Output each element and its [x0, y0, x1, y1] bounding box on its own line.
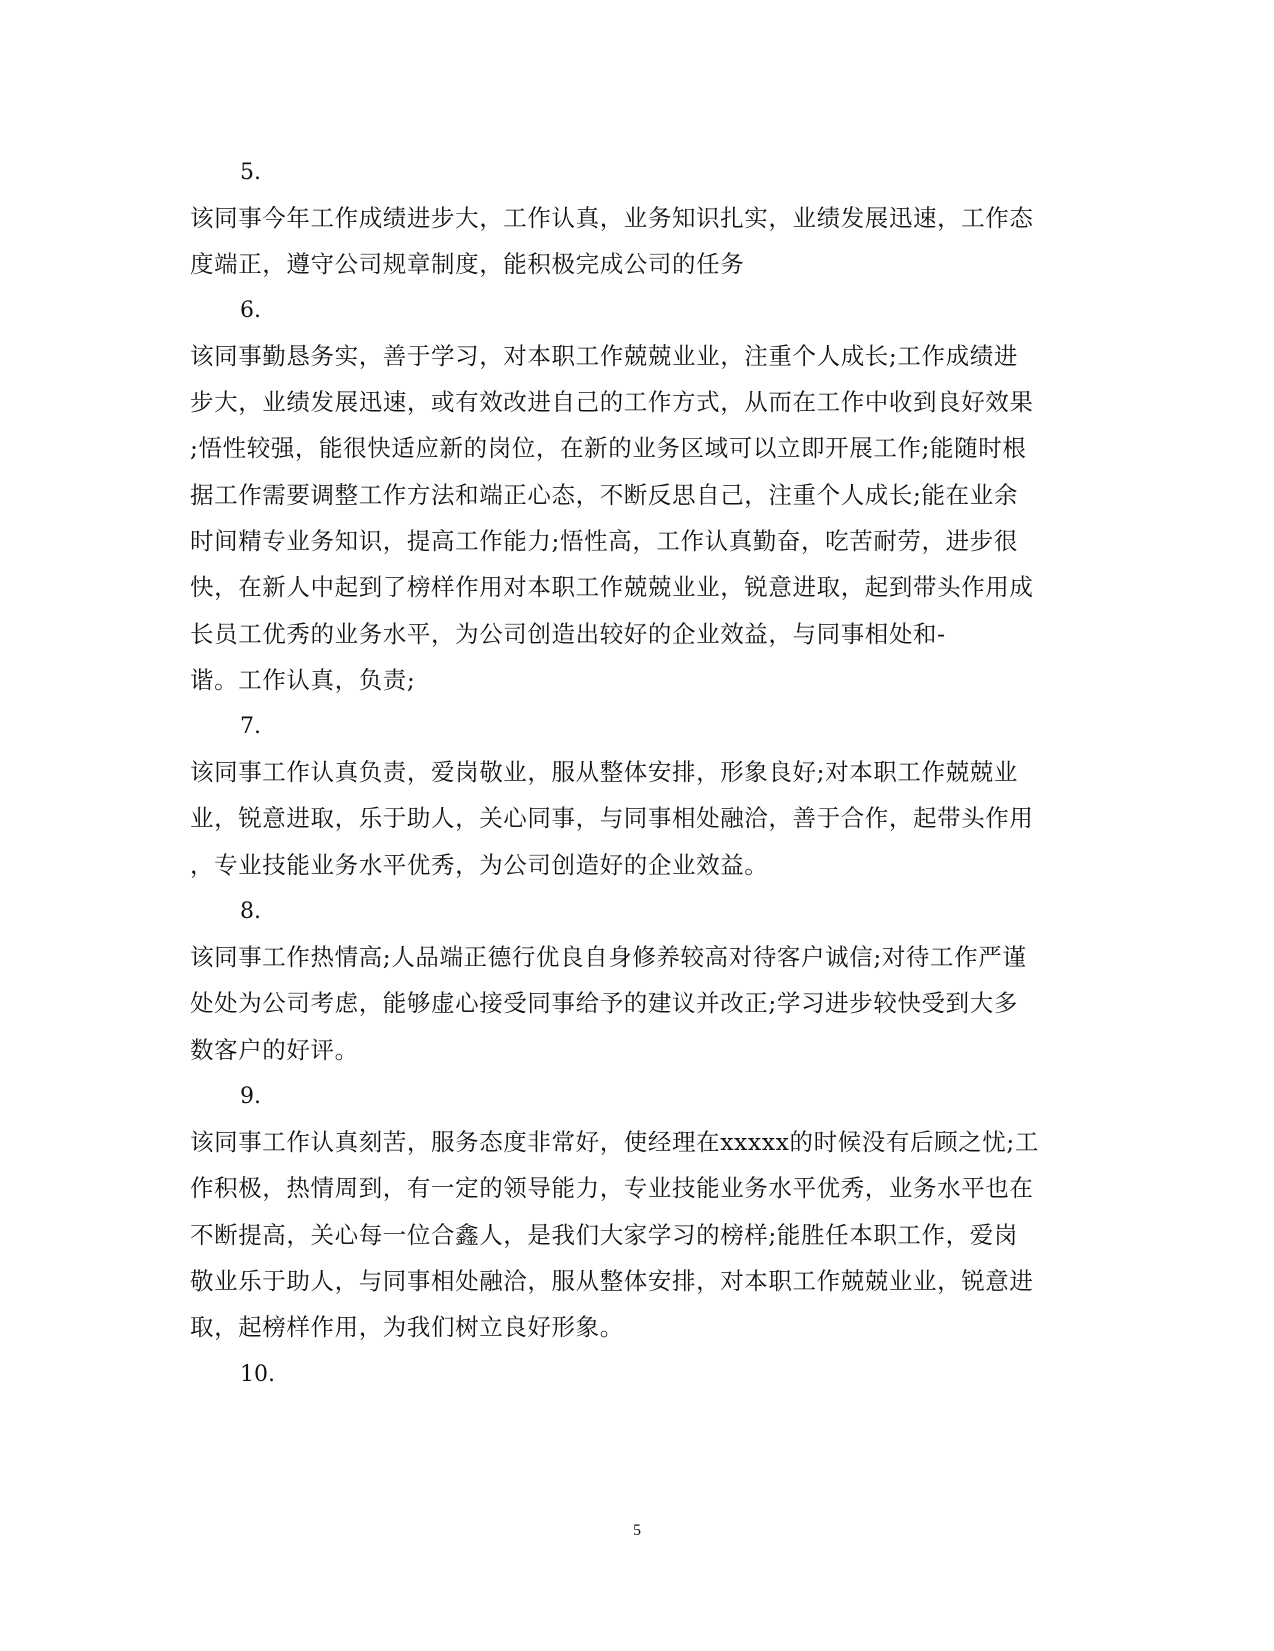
- item-number: 5.: [240, 160, 261, 185]
- item-number: 7.: [240, 714, 261, 739]
- text-line: 据工作需要调整工作方法和端正心态，不断反思自己，注重个人成长;能在业余: [190, 481, 1018, 509]
- text-line: 快，在新人中起到了榜样作用对本职工作兢兢业业，锐意进取，起到带头作用成: [190, 573, 1034, 601]
- text-line: 该同事工作认真刻苦，服务态度非常好，使经理在xxxxx的时候没有后顾之忧;工: [190, 1128, 1039, 1156]
- text-line: 数客户的好评。: [190, 1036, 359, 1064]
- text-line: 不断提高，关心每一位合鑫人，是我们大家学习的榜样;能胜任本职工作，爱岗: [190, 1221, 1018, 1249]
- text-line: ;悟性较强，能很快适应新的岗位，在新的业务区域可以立即开展工作;能随时根: [190, 434, 1027, 462]
- item-number: 8.: [240, 899, 261, 924]
- text-line: 该同事工作热情高;人品端正德行优良自身修养较高对待客户诚信;对待工作严谨: [190, 943, 1027, 971]
- text-line: 该同事勤恳务实，善于学习，对本职工作兢兢业业，注重个人成长;工作成绩进: [190, 342, 1018, 370]
- text-line: ，专业技能业务水平优秀，为公司创造好的企业效益。: [190, 851, 769, 879]
- item-number: 9.: [240, 1084, 261, 1109]
- text-line: 步大，业绩发展迅速，或有效改进自己的工作方式，从而在工作中收到良好效果: [190, 388, 1034, 416]
- text-line: 业，锐意进取，乐于助人，关心同事，与同事相处融洽，善于合作，起带头作用: [190, 804, 1034, 832]
- text-line: 长员工优秀的业务水平，为公司创造出较好的企业效益，与同事相处和-: [190, 620, 946, 648]
- item-number: 6.: [240, 298, 261, 323]
- page-number: 5: [633, 1522, 641, 1539]
- text-line: 时间精专业务知识，提高工作能力;悟性高，工作认真勤奋，吃苦耐劳，进步很: [190, 527, 1018, 555]
- text-line: 处处为公司考虑，能够虚心接受同事给予的建议并改正;学习进步较快受到大多: [190, 989, 1018, 1017]
- text-line: 敬业乐于助人，与同事相处融洽，服从整体安排，对本职工作兢兢业业，锐意进: [190, 1267, 1034, 1295]
- text-line: 该同事今年工作成绩进步大，工作认真，业务知识扎实，业绩发展迅速，工作态: [190, 204, 1034, 232]
- text-line: 谐。工作认真，负责;: [190, 666, 416, 694]
- text-line: 度端正，遵守公司规章制度，能积极完成公司的任务: [190, 250, 745, 278]
- text-line: 该同事工作认真负责，爱岗敬业，服从整体安排，形象良好;对本职工作兢兢业: [190, 758, 1018, 786]
- item-number: 10.: [240, 1362, 275, 1387]
- text-line: 作积极，热情周到，有一定的领导能力，专业技能业务水平优秀，业务水平也在: [190, 1174, 1034, 1202]
- text-line: 取，起榜样作用，为我们树立良好形象。: [190, 1313, 624, 1341]
